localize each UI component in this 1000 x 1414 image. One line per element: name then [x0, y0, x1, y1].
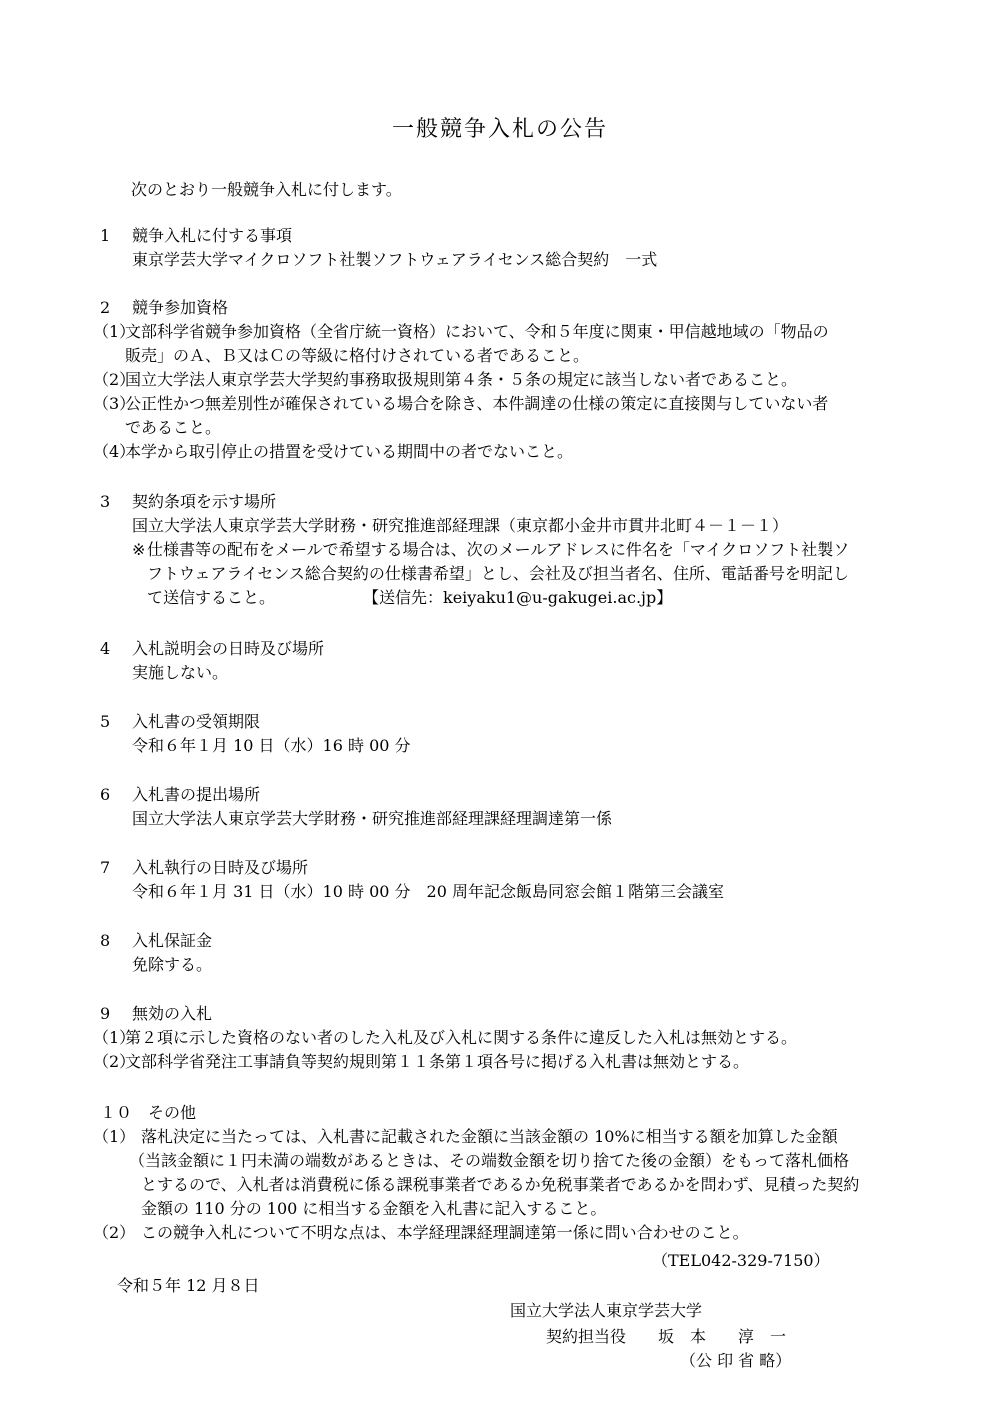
seal-omitted-note: （公 印 省 略）	[680, 1351, 792, 1370]
section-title: 入札執行の日時及び場所	[132, 858, 309, 877]
section-9	[93, 1002, 930, 1074]
section-6-heading	[100, 783, 930, 807]
contract-officer: 契約担当役 坂 本 淳 一	[546, 1327, 787, 1346]
section-7	[100, 856, 930, 904]
section-6	[100, 783, 930, 831]
document-title: 一般競争入札の公告	[391, 117, 608, 142]
section-8	[100, 929, 930, 977]
section-2	[93, 296, 930, 464]
mail-request-note: ※ 仕様書等の配布をメールで希望する場合は、次のメールアドレスに件名を「マイクロソフト社製ソ フトウェアライセンス総合契約の仕様書希望」とし、会社及び担当者名、住所、電話番号を明記し て送信すること。 【送信先：keiyaku1@u-gakugei.ac.jp】	[132, 540, 850, 607]
section-title: 入札保証金	[132, 931, 213, 950]
section-8-text: 免除する。	[132, 955, 213, 974]
section-number: 9	[100, 1004, 111, 1023]
section-title: 競争参加資格	[132, 298, 229, 317]
section-5-heading	[100, 710, 930, 734]
section-title: その他	[148, 1103, 197, 1122]
section-number: 1	[100, 226, 111, 245]
section-number: 4	[100, 639, 111, 658]
email-address: 【送信先：keiyaku1@u-gakugei.ac.jp】	[363, 588, 673, 607]
section-number: 7	[100, 858, 111, 877]
section-4-text: 実施しない。	[132, 663, 229, 682]
section-title: 入札説明会の日時及び場所	[132, 639, 325, 658]
list-item: （3） 公正性かつ無差別性が確保されている場合を除き、本件調達の仕様の策定に直接関与していない者 であること。	[93, 394, 829, 437]
list-item: （1） 落札決定に当たっては、入札書に記載された金額に当該金額の 10%に相当する額を加算した金額 （当該金額に１円未満の端数があるときは、その端数金額を切り捨てた後の金額）をもって落札価格 とするので、入札者は消費税に係る課税事業者であるか免税事業者であるかを問わず、見積った契約 金額の 110 分の 100 に相当する金額を入札書に記入すること。	[93, 1127, 860, 1218]
section-3	[100, 490, 930, 610]
section-number: 2	[100, 298, 111, 317]
section-1-text: 東京学芸大学マイクロソフト社製ソフトウェアライセンス総合契約 一式	[132, 250, 658, 269]
section-4-heading	[100, 637, 930, 661]
section-8-heading	[100, 929, 930, 953]
section-10	[93, 1101, 930, 1245]
list-item: （2） 国立大学法人東京学芸大学契約事務取扱規則第４条・５条の規定に該当しない者であること。	[93, 370, 798, 389]
section-1-heading	[100, 224, 930, 248]
section-10-heading	[100, 1101, 930, 1125]
list-item: （1） 第２項に示した資格のない者のした入札及び入札に関する条件に違反した入札は無効とする。	[93, 1028, 798, 1047]
submission-place: 国立大学法人東京学芸大学財務・研究推進部経理課経理調達第一係	[132, 809, 613, 828]
bid-execution: 令和６年１月 31 日（水）10 時 00 分 20 周年記念飯島同窓会館１階第三会議室	[132, 882, 724, 901]
intro-text: 次のとおり一般競争入札に付します。	[131, 180, 402, 199]
bid-deadline: 令和６年１月 10 日（水）16 時 00 分	[132, 736, 411, 755]
list-item: （1） 文部科学省競争参加資格（全省庁統一資格）において、令和５年度に関東・甲信越地域の「物品の 販売」のＡ、Ｂ又はＣの等級に格付けされている者であること。	[93, 322, 829, 365]
section-number: 6	[100, 785, 111, 804]
list-item: （2） 文部科学省発注工事請負等契約規則第１１条第１項各号に掲げる入札書は無効とする。	[93, 1052, 750, 1071]
section-number: 5	[100, 712, 111, 731]
section-title: 入札書の提出場所	[132, 785, 261, 804]
section-number: １０	[100, 1103, 133, 1122]
list-item: （4） 本学から取引停止の措置を受けている期間中の者でないこと。	[93, 442, 574, 461]
section-1	[100, 224, 930, 272]
notice-date: 令和５年 12 月８日	[117, 1276, 260, 1295]
section-number: 8	[100, 931, 111, 950]
organization-name: 国立大学法人東京学芸大学	[510, 1301, 703, 1320]
section-title: 入札書の受領期限	[132, 712, 261, 731]
section-3-heading	[100, 490, 930, 514]
list-item: （2） この競争入札について不明な点は、本学経理課経理調達第一係に問い合わせのこと。	[93, 1223, 749, 1242]
section-4	[100, 637, 930, 685]
section-9-heading	[100, 1002, 930, 1026]
section-2-heading	[100, 296, 930, 320]
section-title: 無効の入札	[132, 1004, 213, 1023]
contract-location: 国立大学法人東京学芸大学財務・研究推進部経理課（東京都小金井市貫井北町４－１－１）	[132, 516, 789, 535]
contact-phone: （TEL042-329-7150）	[652, 1251, 830, 1270]
note-mark: ※	[132, 540, 146, 559]
section-number: 3	[100, 492, 111, 511]
section-title: 契約条項を示す場所	[132, 492, 277, 511]
section-5	[100, 710, 930, 758]
section-title: 競争入札に付する事項	[132, 226, 293, 245]
section-7-heading	[100, 856, 930, 880]
